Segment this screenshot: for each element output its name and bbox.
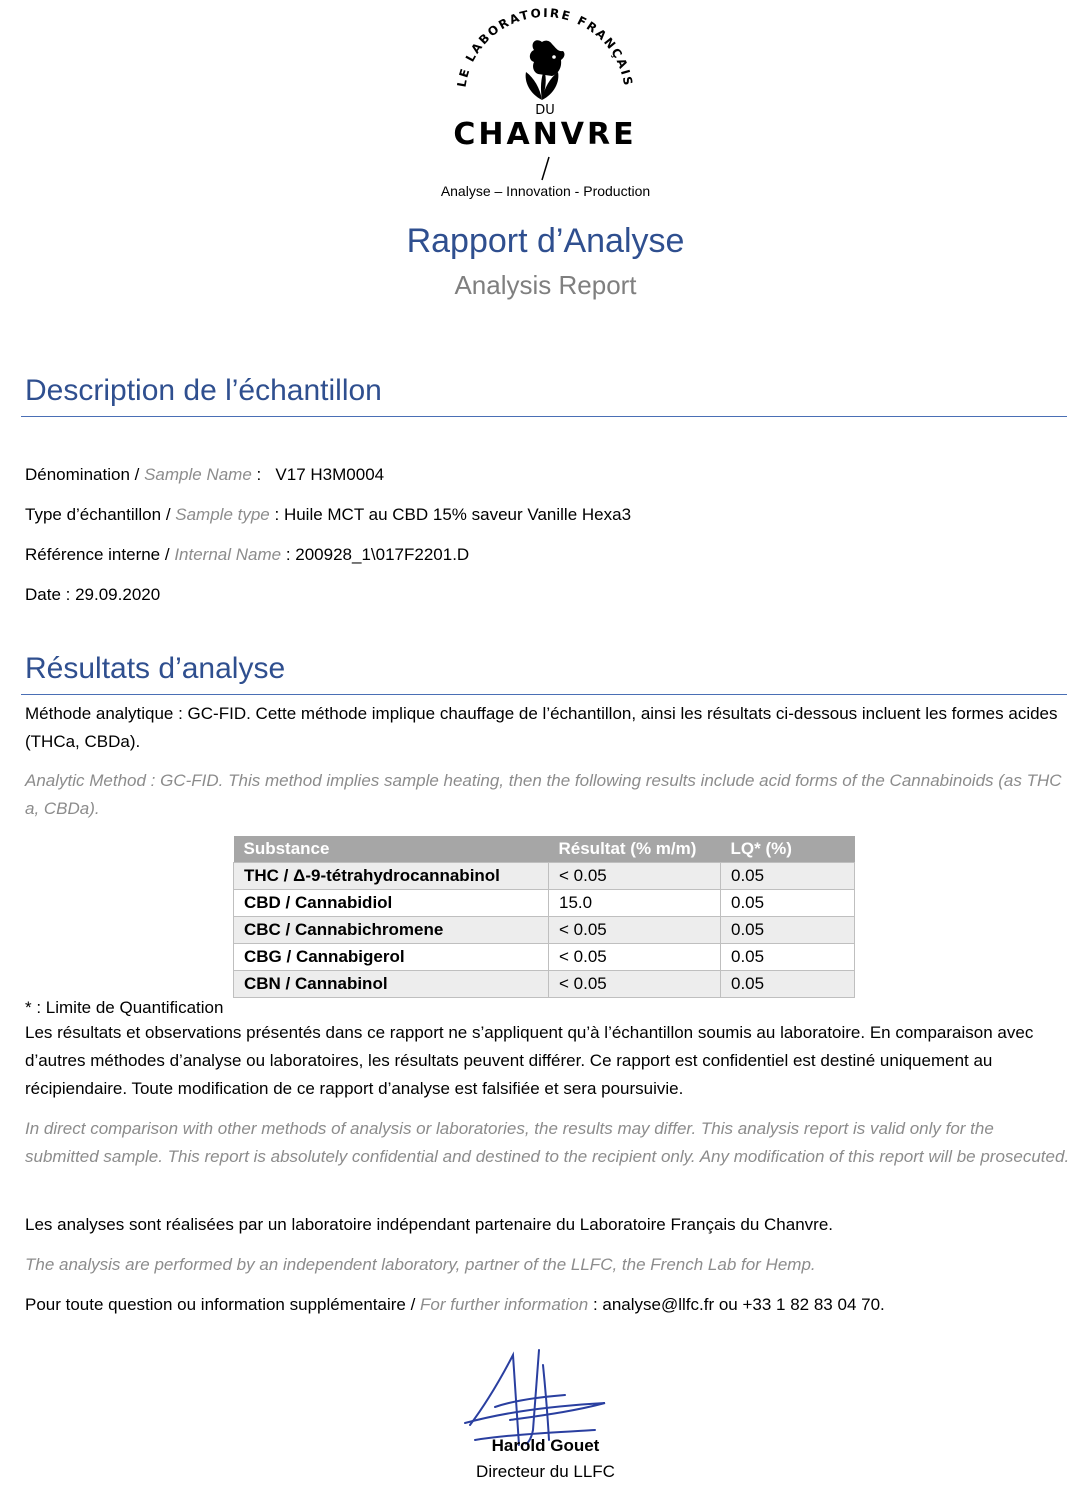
cell-lq: 0.05 xyxy=(721,863,855,890)
table-row xyxy=(234,944,855,971)
table-header-row xyxy=(234,836,855,863)
field-sample-type: Type d’échantillon / Sample type : Huile MCT au CBD 15% saveur Vanille Hexa3 xyxy=(25,505,632,524)
report-title: Rapport d’Analyse xyxy=(406,222,685,260)
cell-substance: CBD / Cannabidiol xyxy=(234,890,549,917)
disclaimer-en: In direct comparison with other methods of analysis or laboratories, the results may differ. This analysis report is valid only for the submitted sample. This report is absolutely confidential and destined to the recipient only. Any modification of this report will be prosecuted. xyxy=(25,1119,1070,1166)
cell-substance: THC / Δ-9-tétrahydrocannabinol xyxy=(234,863,549,890)
description-rule xyxy=(21,416,1067,417)
field-internal-ref: Référence interne / Internal Name : 200928_1\017F2201.D xyxy=(25,545,470,564)
cell-result: < 0.05 xyxy=(549,863,721,890)
cell-substance: CBC / Cannabichromene xyxy=(234,917,549,944)
rooster-icon xyxy=(530,40,565,76)
results-table xyxy=(233,836,855,998)
cell-substance: CBN / Cannabinol xyxy=(234,971,549,998)
lab-statement-en: The analysis are performed by an independent laboratory, partner of the LLFC, the French Lab for Hemp. xyxy=(25,1255,816,1274)
lab-statement-fr: Les analyses sont réalisées par un laboratoire indépendant partenaire du Laboratoire Français du Chanvre. xyxy=(25,1215,834,1234)
header-lq: LQ* (%) xyxy=(721,836,855,863)
cell-lq: 0.05 xyxy=(721,917,855,944)
table-row xyxy=(234,971,855,998)
description-heading: Description de l’échantillon xyxy=(25,374,382,407)
cell-result: < 0.05 xyxy=(549,971,721,998)
results-rule xyxy=(21,694,1067,695)
results-heading: Résultats d’analyse xyxy=(25,652,286,685)
cell-result: < 0.05 xyxy=(549,917,721,944)
cell-result: < 0.05 xyxy=(549,944,721,971)
cell-result: 15.0 xyxy=(549,890,721,917)
table-row xyxy=(234,890,855,917)
tagline: Analyse – Innovation - Production xyxy=(440,183,651,199)
method-en: Analytic Method : GC-FID. This method implies sample heating, then the following results include acid forms of the Cannabinoids (as THC a, CBDa). xyxy=(25,771,1062,818)
signatory-name: Harold Gouet xyxy=(491,1436,600,1455)
header-substance: Substance xyxy=(234,836,549,863)
signatory-role: Directeur du LLFC xyxy=(476,1462,615,1481)
contact-line: Pour toute question ou information supplémentaire / For further information : analyse@llfc.fr ou +33 1 82 83 04 70. xyxy=(25,1295,885,1314)
lfc-logo xyxy=(430,2,660,192)
cell-lq: 0.05 xyxy=(721,971,855,998)
logo-du: DU xyxy=(535,103,555,118)
report-subtitle: Analysis Report xyxy=(454,270,637,300)
field-sample-name: Dénomination / Sample Name : V17 H3M0004 xyxy=(25,465,385,484)
logo-arc-text: LE LABORATOIRE FRANÇAIS xyxy=(454,5,636,89)
logo-name: CHANVRE xyxy=(453,117,637,152)
footnote: * : Limite de Quantification xyxy=(25,998,224,1017)
table-row xyxy=(234,917,855,944)
disclaimer-fr: Les résultats et observations présentés dans ce rapport ne s’appliquent qu’à l’échantillon soumis au laboratoire. En comparaison avec d’autres méthodes d’analyse ou laboratoires, les résultats peuvent différer. Ce rapport est confidentiel est destiné uniquement au récipiendaire. Toute modification de ce rapport d’analyse est falsifiée et sera poursuivie. xyxy=(25,1023,1034,1098)
cell-lq: 0.05 xyxy=(721,944,855,971)
cell-lq: 0.05 xyxy=(721,890,855,917)
table-row xyxy=(234,863,855,890)
header-result: Résultat (% m/m) xyxy=(549,836,721,863)
method-fr: Méthode analytique : GC-FID. Cette méthode implique chauffage de l’échantillon, ainsi les résultats ci-dessous incluent les formes acides (THCa, CBDa). xyxy=(25,704,1058,751)
cell-substance: CBG / Cannabigerol xyxy=(234,944,549,971)
field-date: Date : 29.09.2020 xyxy=(25,585,161,604)
